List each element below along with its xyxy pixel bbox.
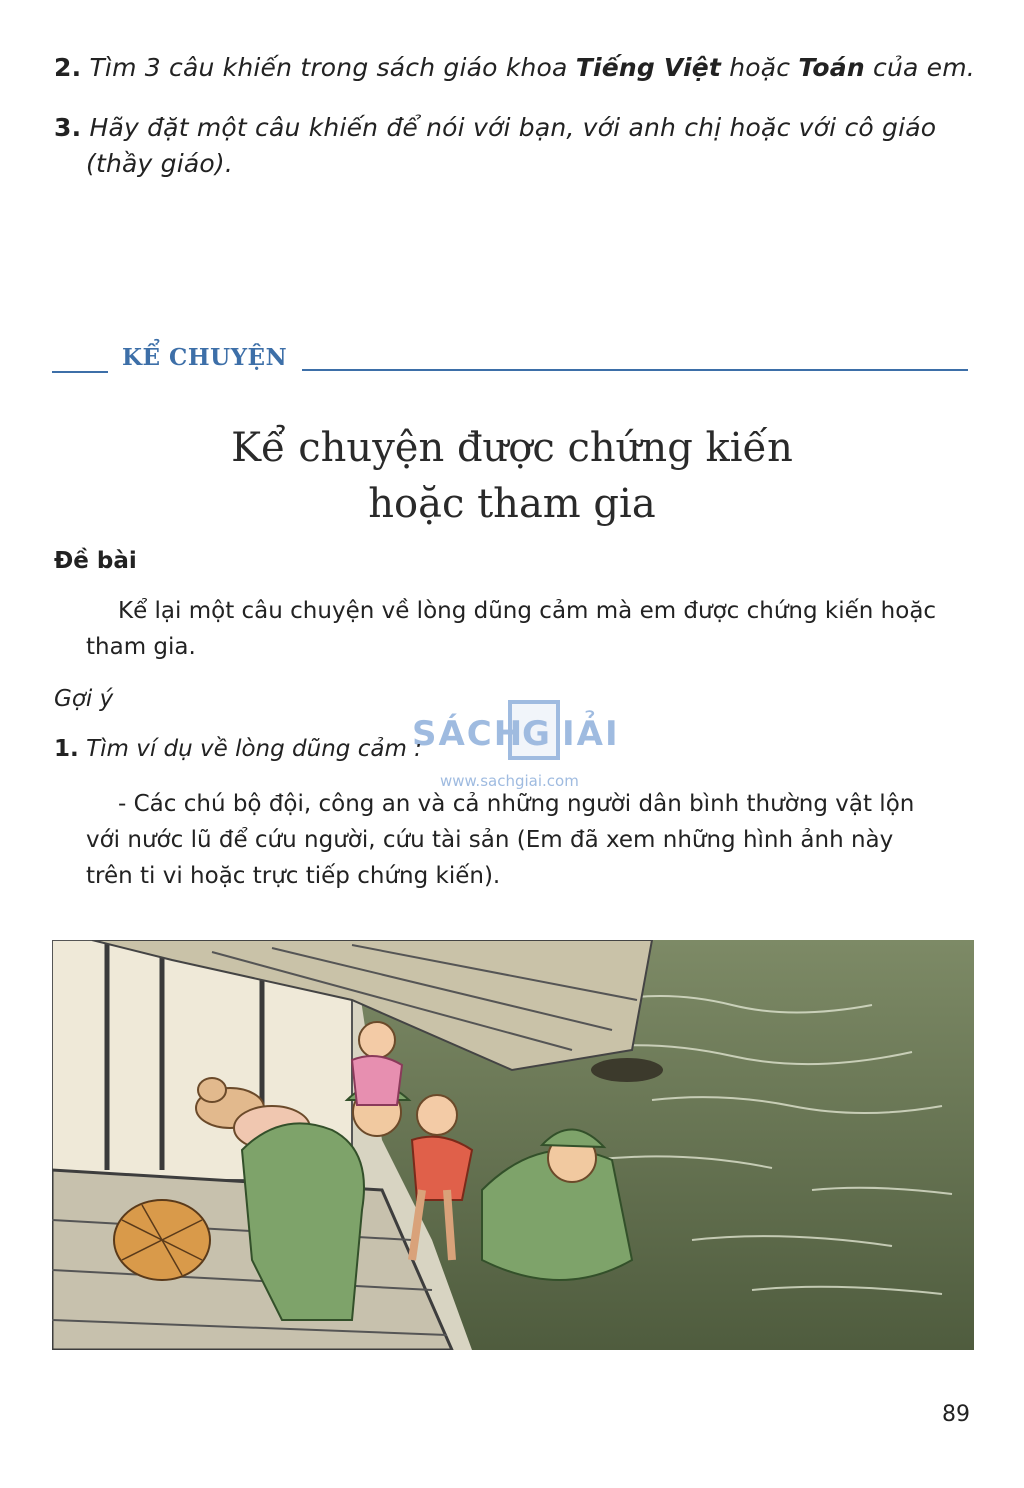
exercise-2-book-1: Tiếng Việt [575,53,722,82]
watermark-g-box [508,700,560,760]
prompt-line-2: tham gia. [86,634,196,660]
section-rule-left [52,371,108,373]
prompt-line-1: Kể lại một câu chuyện về lòng dũng cảm mà em được chứng kiến hoặc [118,598,937,624]
hint-item-1-number: 1. [54,736,79,762]
page-number: 89 [942,1402,970,1427]
hint-bullet-line-1: - Các chú bộ đội, công an và cả những người dân bình thường vật lộn [118,791,915,817]
hint-item-1 [54,736,422,762]
watermark-text-mid: G [522,714,552,754]
prompt-heading: Đề bài [54,548,137,574]
exercise-3-number: 3. [54,113,82,142]
story-title-line-1: Kể chuyện được chứng kiến [231,425,793,471]
watermark-text-right: IẢI [562,714,620,754]
hint-bullet-line-2: với nước lũ để cứu người, cứu tài sản (Em đã xem những hình ảnh này [86,827,894,853]
hint-bullet-line-3: trên ti vi hoặc trực tiếp chứng kiến). [86,863,501,889]
section-title: KỂ CHUYỆN [122,344,288,371]
exercise-2-text-a: Tìm 3 câu khiến trong sách giáo khoa [89,53,576,82]
exercise-2 [54,50,975,86]
story-title-line-2: hoặc tham gia [368,481,656,527]
hint-item-1-text: Tìm ví dụ về lòng dũng cảm : [86,736,422,762]
exercise-3-line-2: (thầy giáo). [86,149,233,178]
watermark-url: www.sachgiai.com [440,772,579,790]
hint-label: Gợi ý [54,686,114,712]
exercise-3-line-1: Hãy đặt một câu khiến để nói với bạn, với anh chị hoặc với cô giáo [89,113,937,142]
exercise-2-book-2: Toán [798,53,865,82]
section-rule-right [302,369,968,371]
watermark-logo [412,700,618,770]
exercise-2-text-b: hoặc [721,53,799,82]
flood-rescue-illustration [52,940,974,1350]
watermark-text-left: SÁCH [412,714,525,754]
exercise-2-number: 2. [54,53,82,82]
exercise-2-text-c: của em. [864,53,975,82]
exercise-3 [54,110,936,146]
